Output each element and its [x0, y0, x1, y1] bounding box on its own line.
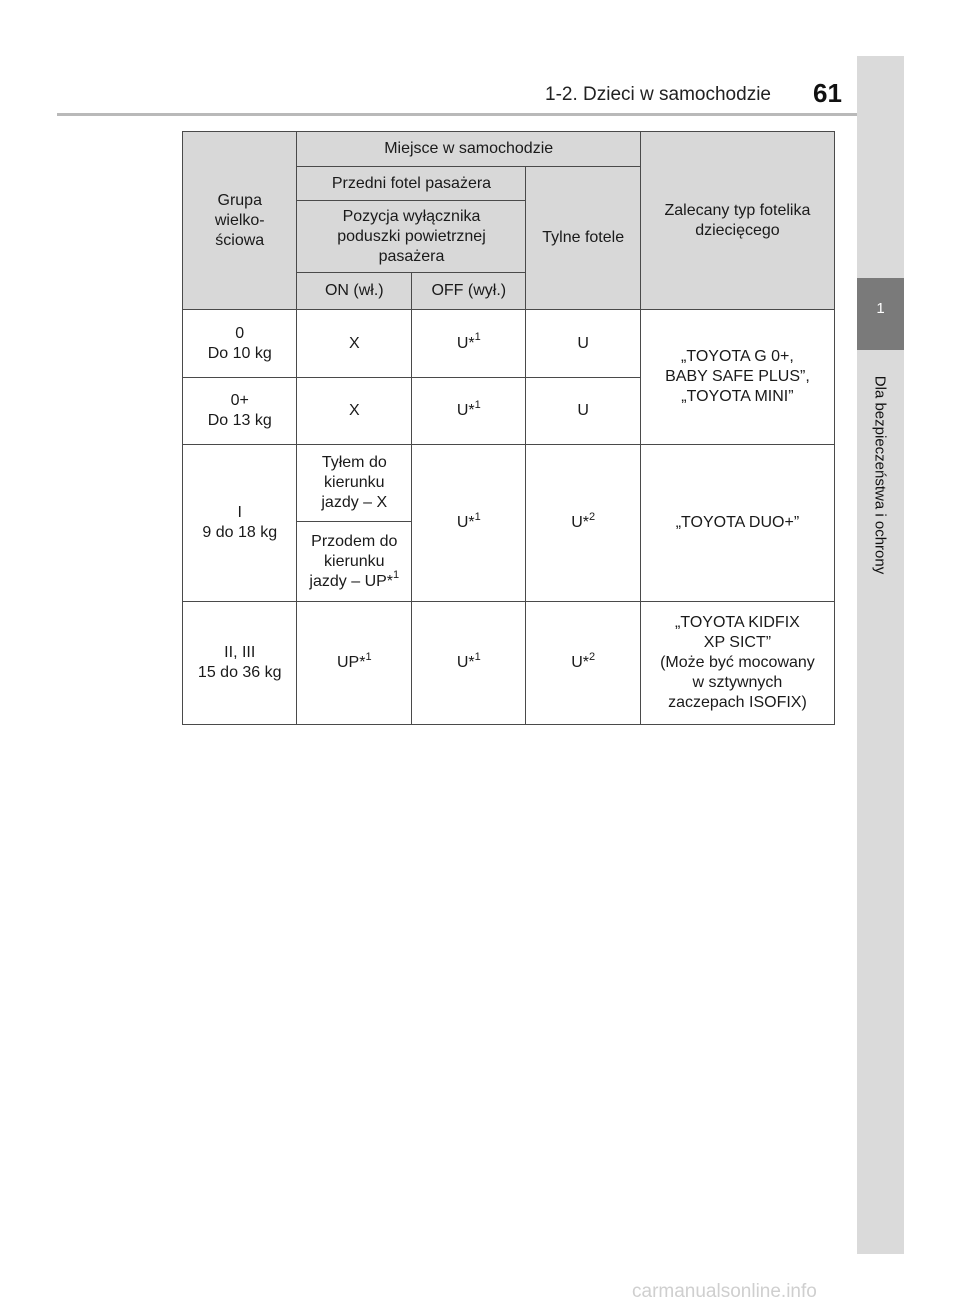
header-recommended: Zalecany typ fotelika dziecięcego	[640, 132, 834, 310]
header-rear-seats: Tylne fotele	[526, 167, 640, 310]
watermark: carmanualsonline.info	[632, 1281, 817, 1302]
recommended-cell: „TOYOTA G 0+, BABY SAFE PLUS”, „TOYOTA MINI”	[640, 310, 834, 445]
rear-cell: U	[526, 310, 640, 378]
off-cell: U*$^1$	[412, 602, 526, 725]
section-title: 1-2. Dzieci w samochodzie	[545, 84, 771, 105]
chapter-number: 1	[876, 300, 885, 317]
rear-cell: U	[526, 378, 640, 445]
on-cell-forward-facing: Przodem do kierunku jazdy – UP*$^1$	[297, 522, 412, 602]
header-front-seat: Przedni fotel pasażera	[297, 167, 526, 201]
page-number: 61	[813, 78, 842, 108]
recommended-cell: „TOYOTA DUO+”	[640, 445, 834, 602]
rear-cell: U*$^2$	[526, 602, 640, 725]
header-on: ON (wł.)	[297, 273, 412, 310]
table-row	[183, 310, 835, 378]
off-cell: U*$^1$	[412, 378, 526, 445]
on-cell: X	[297, 378, 412, 445]
child-seat-table	[182, 131, 835, 725]
table-row	[183, 445, 835, 522]
group-cell: II, III 15 do 36 kg	[183, 602, 297, 725]
off-cell: U*$^1$	[412, 310, 526, 378]
header-rule	[57, 113, 903, 116]
header-group: Grupa wielko- ściowa	[183, 132, 297, 310]
recommended-cell: „TOYOTA KIDFIX XP SICT” (Może być mocowany w sztywnych zaczepach ISOFIX)	[640, 602, 834, 725]
group-cell: I 9 do 18 kg	[183, 445, 297, 602]
on-cell: X	[297, 310, 412, 378]
rear-cell: U*$^2$	[526, 445, 640, 602]
off-cell: U*$^1$	[412, 445, 526, 602]
on-cell: UP*$^1$	[297, 602, 412, 725]
chapter-side-tab[interactable]	[857, 56, 904, 1254]
group-cell: 0 Do 10 kg	[183, 310, 297, 378]
table-row	[183, 602, 835, 725]
on-cell-rear-facing: Tyłem do kierunku jazdy – X	[297, 445, 412, 522]
header-place: Miejsce w samochodzie	[297, 132, 640, 167]
chapter-label: Dla bezpieczeństwa i ochrony	[871, 375, 889, 575]
group-cell: 0+ Do 13 kg	[183, 378, 297, 445]
header-off: OFF (wył.)	[412, 273, 526, 310]
header-airbag-switch: Pozycja wyłącznika poduszki powietrznej pasażera	[297, 201, 526, 273]
